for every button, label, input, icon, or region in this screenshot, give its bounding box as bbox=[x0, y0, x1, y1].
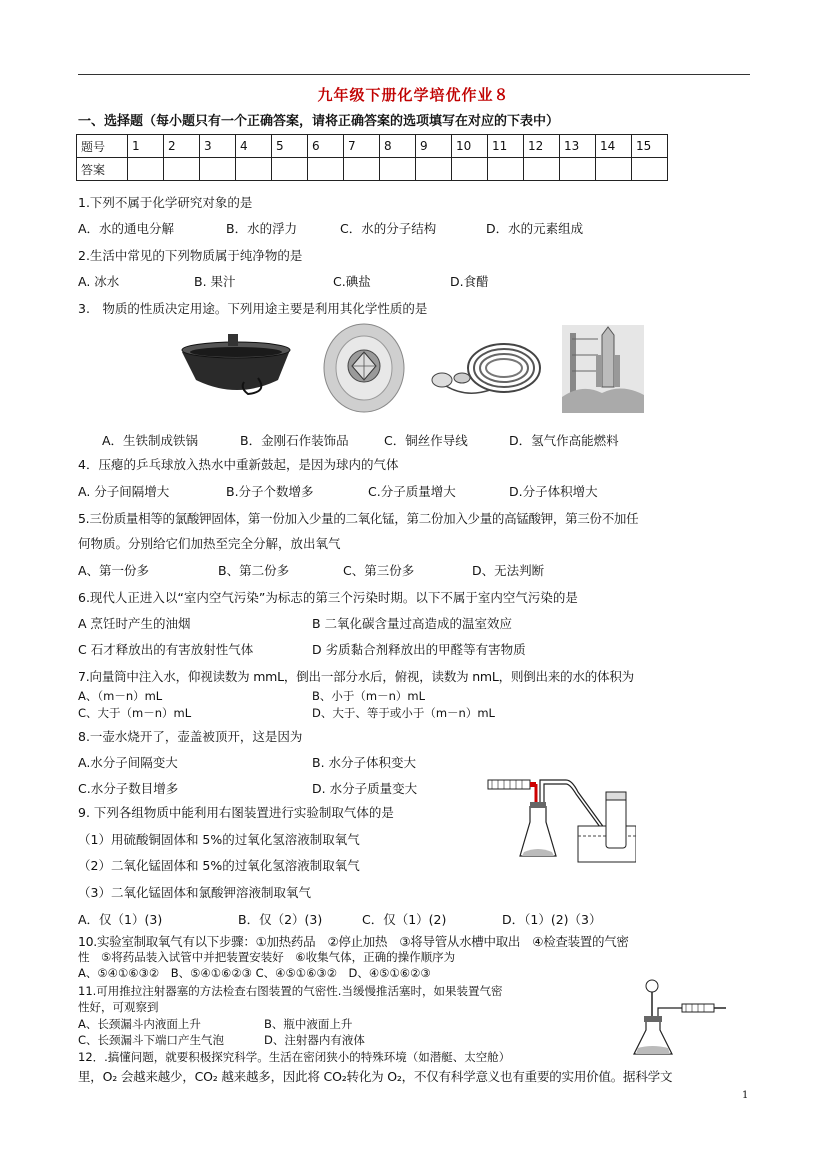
table-cell: 1 bbox=[128, 135, 164, 158]
question-11-stem-line1: 11.可用推拉注射器塞的方法检查右图装置的气密性.当缓慢推活塞时，如果装置气密 bbox=[78, 984, 503, 998]
q8-option-a: A.水分子间隔变大 bbox=[78, 755, 178, 770]
q7-option-d: D、大于、等于或小于（m－n）mL bbox=[312, 706, 495, 720]
table-row bbox=[77, 135, 668, 158]
q9-option-a: A．仅（1）(3) bbox=[78, 912, 163, 927]
page-number: 1 bbox=[742, 1090, 749, 1101]
syringe-flask-apparatus-icon bbox=[628, 978, 728, 1058]
table-cell: 11 bbox=[488, 135, 524, 158]
answer-cell[interactable] bbox=[236, 158, 272, 181]
table-cell: 2 bbox=[164, 135, 200, 158]
diamond-icon bbox=[322, 322, 406, 414]
row-label: 题号 bbox=[77, 135, 128, 158]
q4-option-c: C.分子质量增大 bbox=[368, 484, 456, 499]
table-cell: 14 bbox=[596, 135, 632, 158]
q7-option-b: B、小于（m－n）mL bbox=[312, 689, 425, 703]
q7-option-c: C、大于（m－n）mL bbox=[78, 706, 192, 720]
table-cell: 10 bbox=[452, 135, 488, 158]
q3-option-a: A．生铁制成铁锅 bbox=[102, 433, 199, 448]
q9-item-1: （1）用硫酸铜固体和 5%的过氧化氢溶液制取氧气 bbox=[78, 832, 360, 847]
q6-option-a: A 烹饪时产生的油烟 bbox=[78, 616, 191, 631]
table-cell: 6 bbox=[308, 135, 344, 158]
answer-cell[interactable] bbox=[344, 158, 380, 181]
q5-option-a: A、第一份多 bbox=[78, 563, 150, 578]
q5-option-c: C、第三份多 bbox=[343, 563, 415, 578]
q8-option-c: C.水分子数目增多 bbox=[78, 781, 179, 796]
question-4-stem: 4．压瘪的乒乓球放入热水中重新鼓起，是因为球内的气体 bbox=[78, 457, 399, 472]
table-cell: 7 bbox=[344, 135, 380, 158]
q1-option-c: C．水的分子结构 bbox=[340, 221, 437, 236]
table-cell: 5 bbox=[272, 135, 308, 158]
q11-option-c: C、长颈漏斗下端口产生气泡 bbox=[78, 1033, 225, 1047]
q6-option-c: C 石才释放出的有害放射性气体 bbox=[78, 642, 254, 657]
q8-option-b: B. 水分子体积变大 bbox=[312, 755, 417, 770]
question-11-stem-line2: 性好，可观察到 bbox=[78, 1000, 159, 1014]
table-cell: 8 bbox=[380, 135, 416, 158]
table-cell: 15 bbox=[632, 135, 668, 158]
row-label: 答案 bbox=[77, 158, 128, 181]
question-10-stem-line2: 性 ⑤将药品装入试管中并把装置安装好 ⑥收集气体，正确的操作顺序为 bbox=[78, 950, 456, 964]
answer-cell[interactable] bbox=[596, 158, 632, 181]
table-cell: 9 bbox=[416, 135, 452, 158]
answer-cell[interactable] bbox=[380, 158, 416, 181]
wok-icon bbox=[178, 330, 296, 398]
header-rule bbox=[78, 74, 750, 75]
q4-option-b: B.分子个数增多 bbox=[226, 484, 314, 499]
answer-cell[interactable] bbox=[128, 158, 164, 181]
q9-item-3: （3）二氧化锰固体和氯酸钾溶液制取氧气 bbox=[78, 885, 311, 900]
q5-option-b: B、第二份多 bbox=[218, 563, 290, 578]
q7-option-a: A、（m－n）mL bbox=[78, 689, 163, 703]
q4-option-d: D.分子体积增大 bbox=[509, 484, 598, 499]
q9-option-d: D．（1）(2)（3） bbox=[502, 912, 602, 927]
table-cell: 12 bbox=[524, 135, 560, 158]
q9-option-c: C．仅（1）(2) bbox=[362, 912, 447, 927]
question-3-stem: 3. 物质的性质决定用途。下列用途主要是利用其化学性质的是 bbox=[78, 301, 428, 316]
q6-option-b: B 二氧化碳含量过高造成的温室效应 bbox=[312, 616, 513, 631]
answer-cell[interactable] bbox=[560, 158, 596, 181]
q8-option-d: D. 水分子质量变大 bbox=[312, 781, 418, 796]
table-cell: 13 bbox=[560, 135, 596, 158]
question-9-stem: 9. 下列各组物质中能利用右图装置进行实验制取气体的是 bbox=[78, 805, 394, 820]
section-heading: 一、选择题（每小题只有一个正确答案，请将正确答案的选项填写在对应的下表中） bbox=[78, 114, 560, 129]
q2-option-b: B. 果汁 bbox=[194, 274, 236, 289]
question-8-stem: 8.一壶水烧开了，壶盖被顶开，这是因为 bbox=[78, 729, 303, 744]
q11-option-a: A、长颈漏斗内液面上升 bbox=[78, 1017, 201, 1031]
question-6-stem: 6.现代人正进入以“室内空气污染”为标志的第三个污染时期。以下不属于室内空气污染的是 bbox=[78, 590, 578, 605]
answer-cell[interactable] bbox=[488, 158, 524, 181]
q2-option-d: D.食醋 bbox=[450, 274, 489, 289]
q4-option-a: A. 分子间隔增大 bbox=[78, 484, 170, 499]
answer-cell[interactable] bbox=[164, 158, 200, 181]
q11-option-b: B、瓶中液面上升 bbox=[264, 1017, 353, 1031]
page-title: 九年级下册化学培优作业８ bbox=[317, 86, 510, 104]
answer-cell[interactable] bbox=[632, 158, 668, 181]
answer-cell[interactable] bbox=[452, 158, 488, 181]
q3-option-d: D．氢气作高能燃料 bbox=[509, 433, 619, 448]
q9-item-2: （2）二氧化锰固体和 5%的过氧化氢溶液制取氧气 bbox=[78, 858, 360, 873]
table-row bbox=[77, 158, 668, 181]
q6-option-d: D 劣质黏合剂释放出的甲醛等有害物质 bbox=[312, 642, 526, 657]
question-10-stem-line1: 10.实验室制取氧气有以下步骤：①加热药品 ②停止加热 ③将导管从水槽中取出 ④检查装置的气密 bbox=[78, 934, 629, 949]
answer-table bbox=[76, 134, 668, 181]
question-12-stem-line2: 里，O₂ 会越来越少，CO₂ 越来越多，因此将 CO₂转化为 O₂，不仅有科学意义也有重要的实用价值。据科学文 bbox=[78, 1069, 673, 1084]
question-1-stem: 1.下列不属于化学研究对象的是 bbox=[78, 195, 253, 210]
answer-cell[interactable] bbox=[200, 158, 236, 181]
q11-option-d: D、注射器内有液体 bbox=[264, 1033, 365, 1047]
question-5-stem-line2: 何物质。分别给它们加热至完全分解，放出氧气 bbox=[78, 536, 341, 551]
q9-option-b: B．仅（2）(3) bbox=[238, 912, 323, 927]
q3-option-b: B．金刚石作装饰品 bbox=[240, 433, 349, 448]
answer-cell[interactable] bbox=[524, 158, 560, 181]
question-12-stem-line1: 12．.搞懂问题，就要积极探究科学。生活在密闭狭小的特殊环境（如潜艇、太空舱） bbox=[78, 1050, 511, 1064]
gas-generation-apparatus-icon bbox=[484, 772, 636, 864]
q1-option-b: B．水的浮力 bbox=[226, 221, 298, 236]
rocket-launch-icon bbox=[562, 325, 644, 413]
answer-cell[interactable] bbox=[416, 158, 452, 181]
q1-option-d: D．水的元素组成 bbox=[486, 221, 584, 236]
table-cell: 4 bbox=[236, 135, 272, 158]
table-cell: 3 bbox=[200, 135, 236, 158]
answer-cell[interactable] bbox=[308, 158, 344, 181]
q3-option-c: C．铜丝作导线 bbox=[384, 433, 468, 448]
q5-option-d: D、无法判断 bbox=[472, 563, 545, 578]
answer-cell[interactable] bbox=[272, 158, 308, 181]
question-2-stem: 2.生活中常见的下列物质属于纯净物的是 bbox=[78, 248, 303, 263]
question-5-stem-line1: 5.三份质量相等的氯酸钾固体，第一份加入少量的二氧化锰，第二份加入少量的高锰酸钾，第三份不加任 bbox=[78, 511, 639, 526]
q10-options: A、⑤④①⑥③② B、⑤④①⑥②③ C、④⑤①⑥③② D、④⑤①⑥②③ bbox=[78, 966, 431, 980]
question-7-stem: 7.向量筒中注入水，仰视读数为 mmL，倒出一部分水后，俯视，读数为 nmL，则倒出来的水的体积为 bbox=[78, 669, 634, 684]
q2-option-a: A. 冰水 bbox=[78, 274, 120, 289]
copper-wire-icon bbox=[426, 330, 544, 402]
q2-option-c: C.碘盐 bbox=[333, 274, 371, 289]
q1-option-a: A．水的通电分解 bbox=[78, 221, 175, 236]
